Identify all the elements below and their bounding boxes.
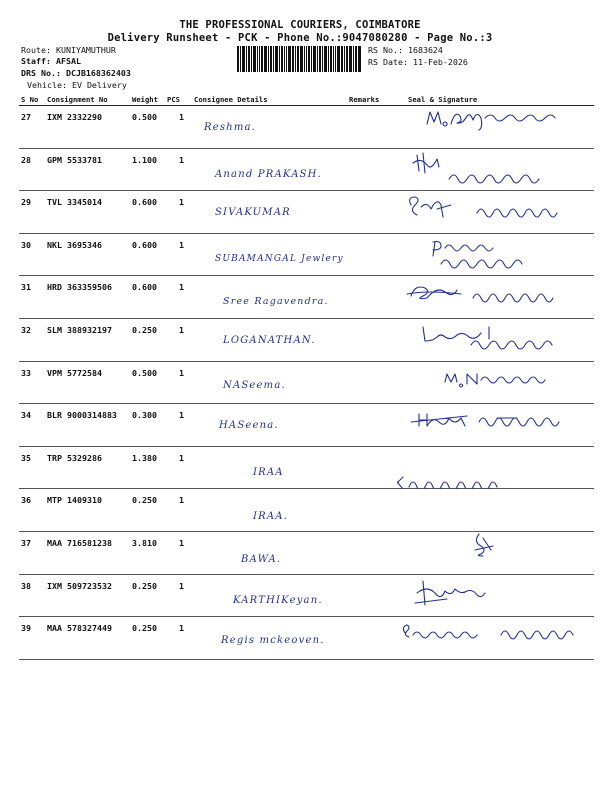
runsheet-table <box>19 95 594 660</box>
row-consignee: IRAA. <box>253 511 289 523</box>
row-pcs: 1 <box>179 410 184 421</box>
row-consignment: GPM 5533781 <box>47 154 102 165</box>
signature-mark <box>397 234 597 276</box>
row-weight: 0.300 <box>132 410 157 421</box>
row-consignee: Anand PRAKASH. <box>215 168 322 180</box>
row-weight: 0.250 <box>132 495 157 506</box>
row-consignment: MAA 578327449 <box>47 623 112 634</box>
row-weight: 1.100 <box>132 154 157 165</box>
row-consignee: KARTHIKeyan. <box>233 594 323 606</box>
col-weight: Weight <box>132 95 158 104</box>
row-sno: 37 <box>21 537 31 548</box>
row-consignment: IXM 509723532 <box>47 580 112 591</box>
row-consignment: IXM 2332290 <box>47 112 102 122</box>
row-sno: 35 <box>21 452 31 463</box>
row-weight: 0.600 <box>132 282 157 293</box>
row-weight: 0.250 <box>132 580 157 591</box>
row-weight: 0.500 <box>132 112 157 122</box>
row-consignment: VPM 5772584 <box>47 367 102 378</box>
vehicle-label: Vehicle: EV Delivery <box>27 80 127 90</box>
table-row <box>19 404 594 447</box>
row-consignee: BAWA. <box>241 553 282 565</box>
table-row <box>19 532 594 575</box>
row-pcs: 1 <box>179 154 184 165</box>
row-pcs: 1 <box>179 239 184 250</box>
barcode-image <box>237 46 361 72</box>
row-sno: 28 <box>21 154 31 165</box>
table-row <box>19 191 594 234</box>
row-weight: 0.600 <box>132 197 157 208</box>
row-weight: 0.250 <box>132 623 157 634</box>
row-pcs: 1 <box>179 452 184 463</box>
row-weight: 1.380 <box>132 452 157 463</box>
row-consignee: SIVAKUMAR <box>215 207 291 219</box>
row-pcs: 1 <box>179 324 184 335</box>
signature-mark <box>397 617 597 659</box>
row-weight: 3.810 <box>132 537 157 548</box>
signature-mark <box>397 191 597 233</box>
signature-mark <box>397 362 597 404</box>
row-consignment: HRD 363359506 <box>47 282 112 293</box>
drs-number: DRS No.: DCJB168362403 <box>21 68 131 78</box>
table-row <box>19 149 594 192</box>
row-sno: 29 <box>21 197 31 208</box>
signature-mark <box>397 319 597 361</box>
staff-label: Staff: AFSAL <box>21 56 81 66</box>
row-consignment: BLR 9000314883 <box>47 410 117 421</box>
table-row <box>19 234 594 277</box>
row-sno: 32 <box>21 324 31 335</box>
col-remarks: Remarks <box>349 95 380 104</box>
row-consignee: NASeema. <box>223 379 286 391</box>
rs-date: RS Date: 11-Feb-2026 <box>368 57 468 67</box>
row-consignee: HASeena. <box>219 420 279 432</box>
row-sno: 34 <box>21 410 31 421</box>
table-row <box>19 617 594 660</box>
table-header <box>19 95 594 106</box>
row-consignment: TVL 3345014 <box>47 197 102 208</box>
row-weight: 0.600 <box>132 239 157 250</box>
company-title: THE PROFESSIONAL COURIERS, COIMBATORE <box>179 19 421 31</box>
row-consignment: NKL 3695346 <box>47 239 102 250</box>
row-pcs: 1 <box>179 623 184 634</box>
row-consignment: SLM 388932197 <box>47 324 112 335</box>
row-consignee: Regis mckeoven. <box>221 635 325 647</box>
row-pcs: 1 <box>179 537 184 548</box>
rs-number: RS No.: 1683624 <box>368 45 443 55</box>
table-row <box>19 447 594 490</box>
row-consignee: LOGANATHAN. <box>223 334 316 346</box>
row-pcs: 1 <box>179 580 184 591</box>
row-sno: 36 <box>21 495 31 506</box>
table-row <box>19 362 594 405</box>
row-pcs: 1 <box>179 495 184 506</box>
table-row <box>19 319 594 362</box>
row-consignee: SUBAMANGAL Jewlery <box>215 253 344 264</box>
col-seal-signature: Seal & Signature <box>408 95 478 104</box>
row-sno: 33 <box>21 367 31 378</box>
table-row <box>19 106 594 149</box>
signature-mark <box>397 532 597 574</box>
row-consignment: TRP 5329286 <box>47 452 102 463</box>
row-sno: 31 <box>21 282 31 293</box>
signature-mark <box>397 106 597 148</box>
signature-mark <box>397 276 597 318</box>
row-consignee: IRAA <box>253 466 284 478</box>
row-pcs: 1 <box>179 112 184 122</box>
row-consignee: Sree Ragavendra. <box>223 296 329 308</box>
row-pcs: 1 <box>179 367 184 378</box>
route-label: Route: KUNIYAMUTHUR <box>21 45 116 55</box>
row-weight: 0.250 <box>132 324 157 335</box>
row-sno: 30 <box>21 239 31 250</box>
row-consignment: MAA 716581238 <box>47 537 112 548</box>
signature-mark <box>397 149 597 191</box>
col-consignment: Consignment No <box>47 95 108 104</box>
row-consignment: MTP 1409310 <box>47 495 102 506</box>
row-sno: 38 <box>21 580 31 591</box>
table-row <box>19 276 594 319</box>
table-row <box>19 489 594 532</box>
signature-mark <box>397 575 597 617</box>
row-sno: 27 <box>21 112 31 122</box>
row-consignee: Reshma. <box>204 122 257 133</box>
table-row <box>19 575 594 618</box>
signature-mark <box>397 404 597 446</box>
runsheet-subtitle: Delivery Runsheet - PCK - Phone No.:9047080280 - Page No.:3 <box>107 32 493 44</box>
row-weight: 0.500 <box>132 367 157 378</box>
col-sno: S No <box>21 95 39 104</box>
col-consignee: Consignee Details <box>194 95 268 104</box>
signature-mark <box>397 447 597 489</box>
col-pcs: PCS <box>167 95 180 104</box>
row-pcs: 1 <box>179 197 184 208</box>
row-sno: 39 <box>21 623 31 634</box>
row-pcs: 1 <box>179 282 184 293</box>
